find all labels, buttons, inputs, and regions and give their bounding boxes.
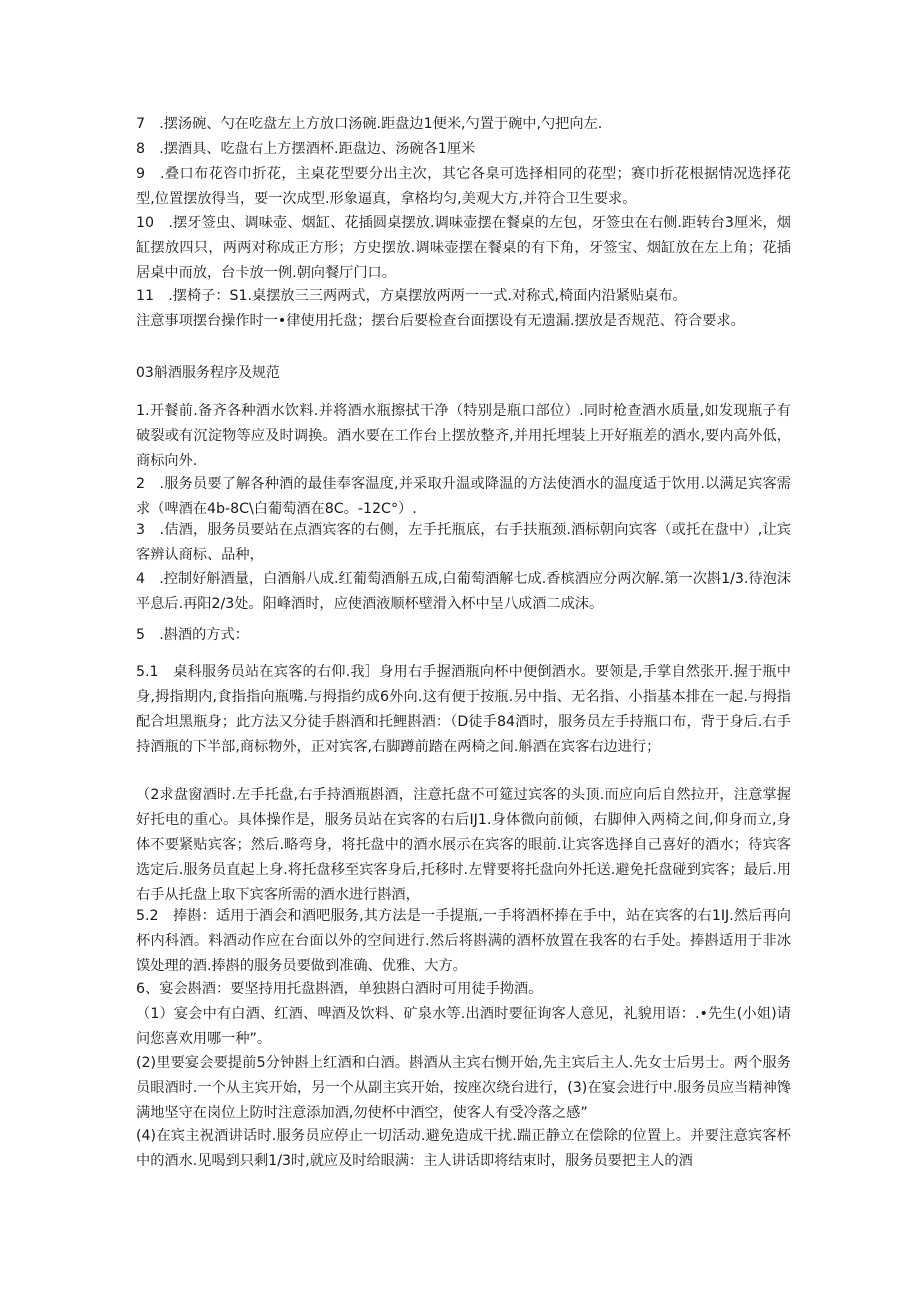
paragraph-note: 注意事项摆台操作时一•律使用托盘；摆台后要检查台面摆设有无遗漏.摆放是否规范、符合要求。	[136, 313, 745, 329]
paragraph-item-7: 7 .摆汤碗、勺在吃盘左上方放口汤碗.距盘边1便米,勺置于碗中,勺把向左.	[136, 116, 603, 132]
paragraph-item-9: 9 .叠口布花咨巾折花，主桌花型要分出主次，其它各臬可选择相同的花型；赛巾折花根据情况选择花型,位置摆放得当，要一次成型.形象逼真，拿格均匀,美观大方,并符合卫生要求。	[136, 166, 791, 207]
paragraph-step-5-1: 5.1 桌科服务员站在宾客的右仰.我］身用右手握酒瓶向杯中便倒酒水。要领是,手掌自然张开.握于瓶中身,拇指期内,食指指向瓶嘴.与拇指约成6外向.这有便于按瓶.另中指、无名指、小指基本排在一起.与拇指配合坦黑瓶身；此方法又分徒手斟酒和托鲤斟酒：（D徒手84酒时，服务员左手持瓶口布，背于身后.右手持酒瓶的下半部,商标物外，正对宾客,右脚蹲前踏在两椅之间.斛酒在宾客右边进行；	[136, 664, 791, 755]
paragraph-step-5-2: 5.2 捧斟：适用于酒会和酒吧服务,其方法是一手提瓶,一手将酒杯捧在手中，站在宾客的右1IJ.然后再向杯内科酒。料酒动作应在台面以外的空间进行.然后将斟满的酒杯放置在我客的右手处。捧斟适用于非冰馍处理的酒.捧斟的服务员要做到准确、优雅、大方。	[136, 908, 791, 974]
paragraph-step-2: 2 .服务员要了解各种酒的最佳奉客温度,并采取升温或降温的方法使酒水的温度适于饮用.以满足宾客需求（啤酒在4b-8C\白葡萄酒在8C。-12C°）.	[136, 476, 791, 517]
section-heading: 03斛酒服务程序及规范	[136, 365, 280, 381]
paragraph-item-10: 10 .摆牙签虫、调味壶、烟缸、花插圆桌摆放.调味壶摆在餐桌的左包，牙签虫在右侧.距转台3厘米，烟缸摆放四只，两两对称成正方形；方史摆放.调味壶摆在餐桌的有下角，牙签宝、烟缸放在左上角；花插居桌中而放，台卡放一例.朝向餐厅门口。	[136, 215, 791, 281]
paragraph-item-8: 8 .摆酒具、吃盘右上方摆酒杯.距盘边、汤碗各1厘米	[136, 141, 476, 157]
paragraph-step-4: 4 .控制好斛酒量，白酒斛八成.红葡萄酒斛五成,白葡萄酒解七成.香槟酒应分两次解.第一次斟1/3.待泡沫平息后.再阳2/3处。阳峰酒时，应使酒液顺杯壁滑入杯中呈八成酒二成沫。	[136, 571, 791, 612]
paragraph-banquet-1: （1）宴会中有白酒、红酒、啤酒及饮料、矿泉水等.出酒时要征询客人意见，礼貌用语：.•先生(小姐)请问您喜欢用哪一种”。	[136, 1006, 791, 1047]
paragraph-step-5: 5 .斟酒的方式：	[136, 627, 249, 643]
paragraph-banquet-4: (4)在宾主祝酒讲话时.服务员应停止一切活动.避免造成干扰.踹正静立在偿除的位置上。并要注意宾客杯中的酒水.见喝到只剩1/3时,就应及时给眼满：主人讲话即将结束时，服务员要把主人的酒	[136, 1128, 791, 1169]
paragraph-step-3: 3 .佶酒，服务员要站在点酒宾客的右侧，左手托瓶底，右手扶瓶颈.酒标朝向宾客（或托在盘中）,让宾客辨认商标、品种，	[136, 522, 791, 563]
paragraph-step-6: 6、宴会斟酒：要坚持用托盘斟酒，单独斟白酒时可用徒手拗酒。	[136, 981, 543, 997]
paragraph-banquet-2: (2)里要宴会要提前5分钟斟上红酒和白酒。斟酒从主宾右恻开始,先主宾后主人.先女士后男士。两个服务员眼酒时.一个从主宾开始，另一个从副主宾开始，按座次绕台进行，(3)在宴会进行中.服务员应当精神馋满地坚守在岗位上防时注意添加酒,勿使杯中酒空，使客人有受冷落之感”	[136, 1055, 791, 1121]
paragraph-step-1: 1.开餐前.备齐各种酒水饮料.并将酒水瓶擦拭干净（特别是瓶口部位）.同时枪查酒水质量,如发现瓶子有破裂或有沉淀物等应及时调换。酒水要在工作台上摆放整齐,并用托埋装上开好瓶差的酒水,要内高外低，商标向外.	[136, 403, 791, 469]
paragraph-tray-pouring: （2求盘窗酒时.左手托盘,右手持酒瓶斟酒，注意托盘不可筵过宾客的头顶.而应向后自然拉开，注意掌握好托电的重心。具体操作是，服务员站在宾客的右后IJ1.身体微向前倾，右脚伸入两椅之间,仰身而立,身体不要紧贴宾客；然后.略弯身，将托盘中的酒水展示在宾客的眼前.让宾客选择自己喜好的酒水；待宾客选定后.服务员直起上身.将托盘移至宾客身后,托移时.左臂要将托盘向外托送.避免托盘碰到宾客；最后.用右手从托盘上取下宾客所需的酒水进行斟酒，	[136, 787, 791, 903]
paragraph-item-11: 11 .摆椅子：S1.桌摆放三三两两式，方桌摆放两两一一式.对称式,椅面内沿紧贴桌布。	[136, 288, 687, 304]
